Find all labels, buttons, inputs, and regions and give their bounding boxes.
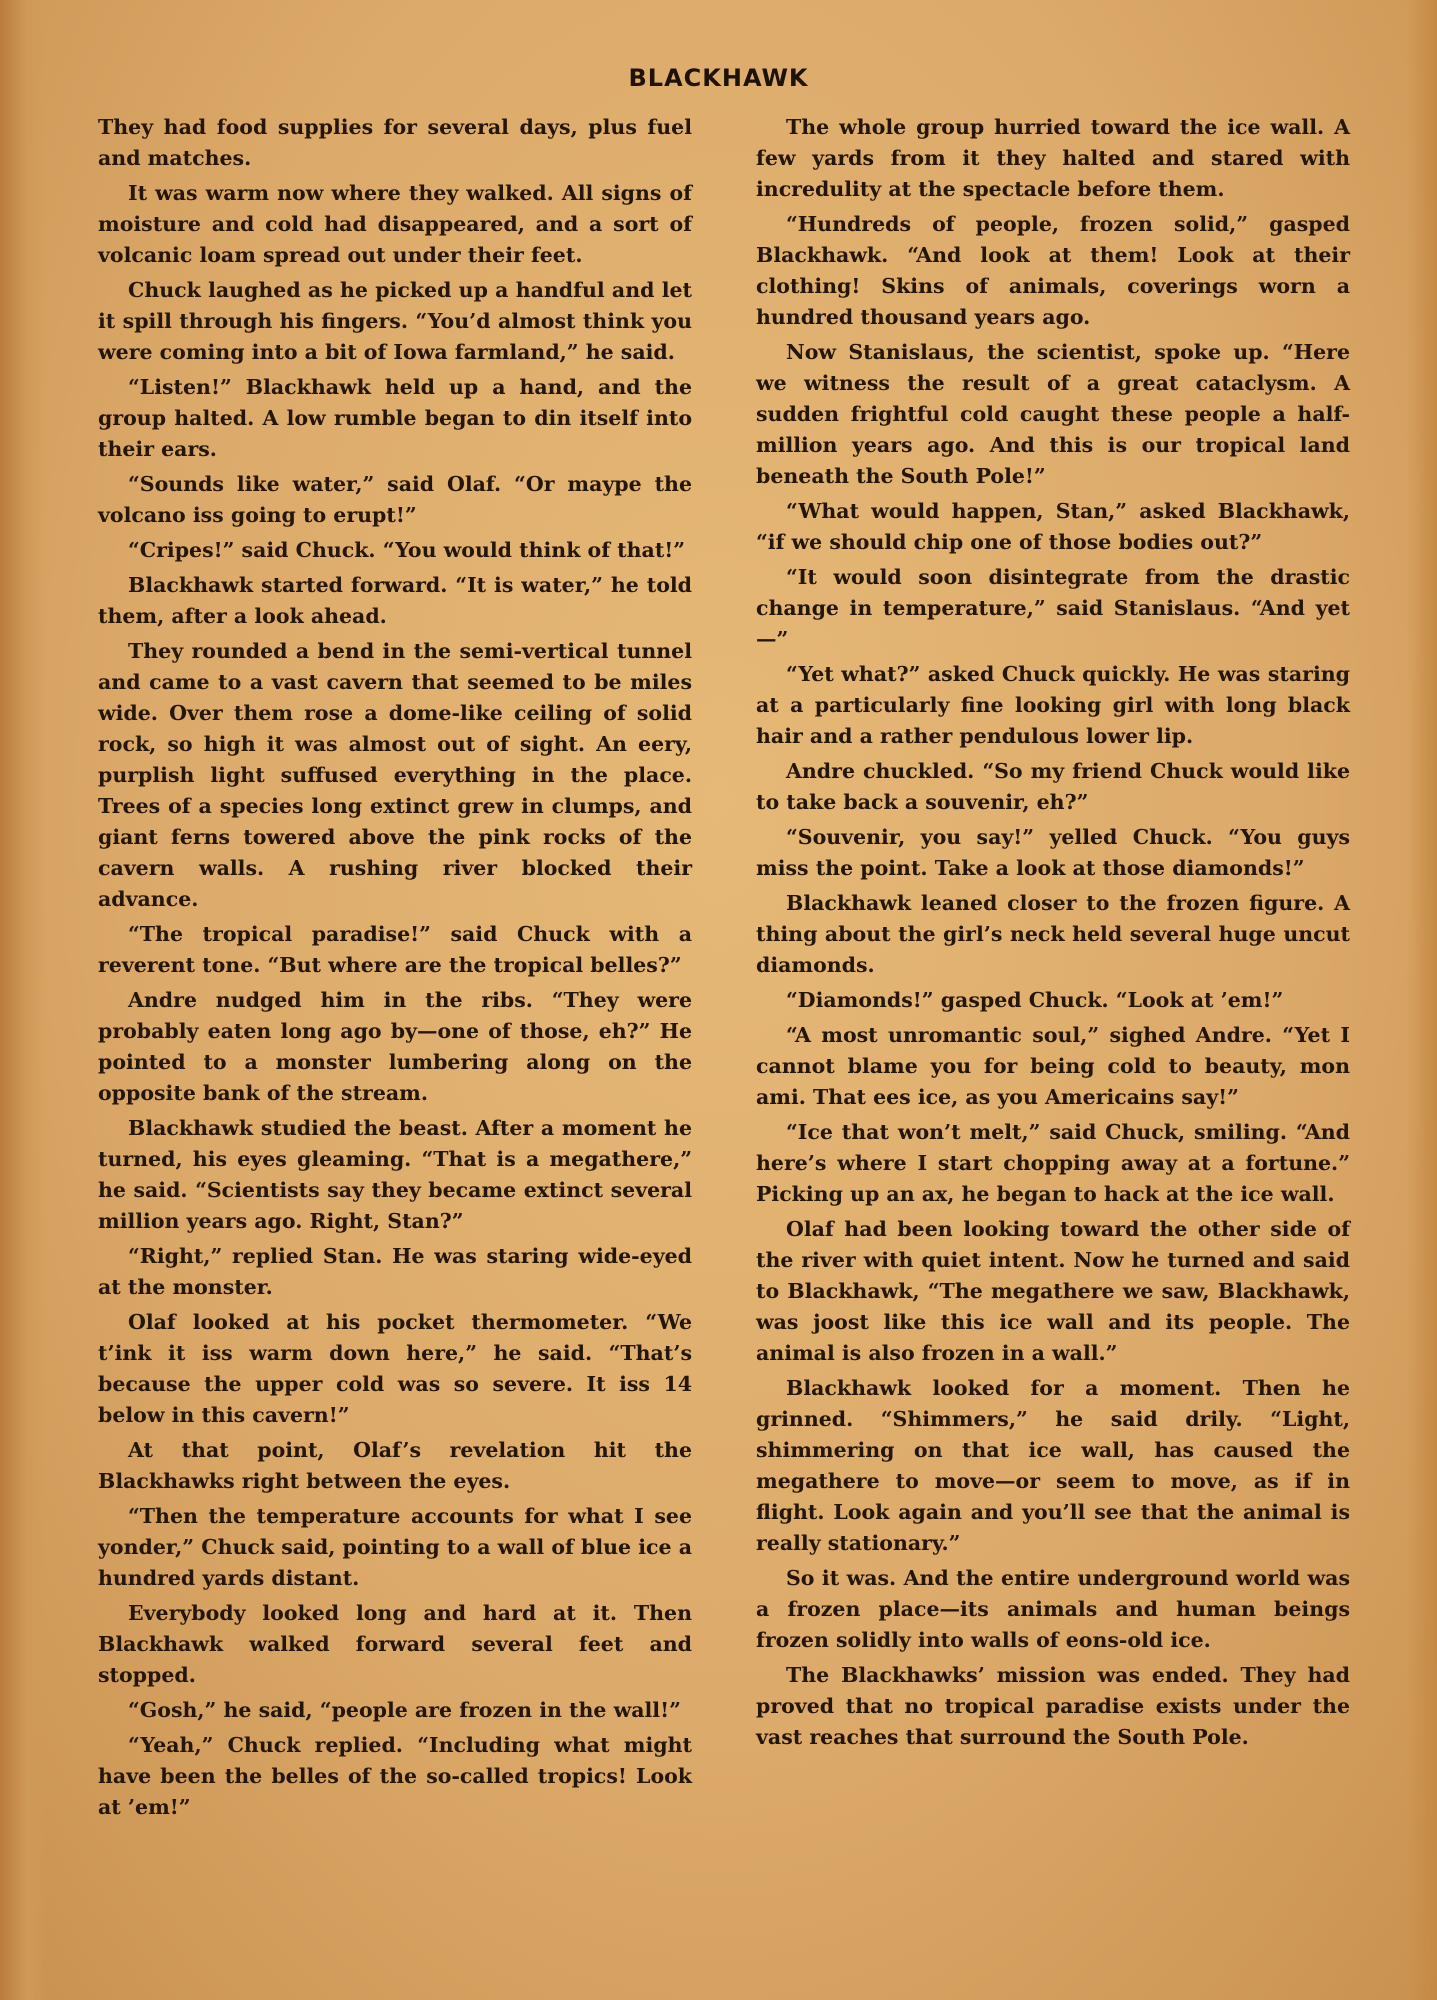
paragraph: “Yeah,” Chuck replied. “Including what might have been the belles of the so-called tropics! Look at ’em!” — [98, 1733, 692, 1819]
paragraph: “Ice that won’t melt,” said Chuck, smiling. “And here’s where I start chopping away at a fortune.” Picking up an ax, he began to hack at the ice wall. — [756, 1120, 1350, 1206]
page-header: BLACKHAWK — [628, 64, 809, 92]
paragraph: At that point, Olaf’s revelation hit the Blackhawks right between the eyes. — [98, 1438, 692, 1493]
paragraph: Blackhawk leaned closer to the frozen figure. A thing about the girl’s neck held several huge uncut diamonds. — [756, 891, 1350, 977]
paragraph: Now Stanislaus, the scientist, spoke up. “Here we witness the result of a great cataclysm. A sudden frightful cold caught these people a half-million years ago. And this is our tropical land beneath the South Pole!” — [756, 340, 1350, 488]
paragraph: “It would soon disintegrate from the drastic change in temperature,” said Stanislaus. “And yet—” — [756, 565, 1350, 651]
paragraph: They had food supplies for several days, plus fuel and matches. — [98, 115, 692, 170]
paragraph: They rounded a bend in the semi-vertical tunnel and came to a vast cavern that seemed to be miles wide. Over them rose a dome-like ceiling of solid rock, so high it was almost out of sight. An eery, purplish light suffused everything in the place. Trees of a species long extinct grew in clumps, and giant ferns towered above the pink rocks of the cavern walls. A rushing river blocked their advance. — [98, 639, 692, 911]
paragraph: Chuck laughed as he picked up a handful and let it spill through his fingers. “You’d almost think you were coming into a bit of Iowa farmland,” he said. — [98, 278, 692, 364]
paragraph: So it was. And the entire underground world was a frozen place—its animals and human beings frozen solidly into walls of eons-old ice. — [756, 1566, 1350, 1652]
paragraph: “What would happen, Stan,” asked Blackhawk, “if we should chip one of those bodies out?” — [756, 499, 1350, 554]
paragraph: “Right,” replied Stan. He was staring wide-eyed at the monster. — [98, 1244, 692, 1299]
right-column — [756, 112, 1350, 1757]
left-column — [98, 112, 692, 1827]
paragraph: “Diamonds!” gasped Chuck. “Look at ’em!” — [786, 988, 1284, 1012]
paragraph: “Sounds like water,” said Olaf. “Or maype the volcano iss going to erupt!” — [98, 472, 692, 527]
paragraph: “Souvenir, you say!” yelled Chuck. “You guys miss the point. Take a look at those diamonds!” — [756, 825, 1350, 880]
paragraph: “Cripes!” said Chuck. “You would think of that!” — [128, 538, 686, 562]
paragraph: Andre chuckled. “So my friend Chuck would like to take back a souvenir, eh?” — [756, 759, 1350, 814]
paragraph: “The tropical paradise!” said Chuck with a reverent tone. “But where are the tropical belles?” — [98, 922, 692, 977]
paragraph: Andre nudged him in the ribs. “They were probably eaten long ago by—one of those, eh?” He pointed to a monster lumbering along on the opposite bank of the stream. — [98, 988, 692, 1105]
paragraph: It was warm now where they walked. All signs of moisture and cold had disappeared, and a sort of volcanic loam spread out under their feet. — [98, 181, 692, 267]
paragraph: Blackhawk looked for a moment. Then he grinned. “Shimmers,” he said drily. “Light, shimmering on that ice wall, has caused the megathere to move—or seem to move, as if in flight. Look again and you’ll see that the animal is really stationary.” — [756, 1376, 1350, 1555]
paragraph: Everybody looked long and hard at it. Then Blackhawk walked forward several feet and stopped. — [98, 1601, 692, 1687]
paragraph: “Hundreds of people, frozen solid,” gasped Blackhawk. “And look at them! Look at their clothing! Skins of animals, coverings worn a hundred thousand years ago. — [756, 212, 1350, 329]
paragraph: “Then the temperature accounts for what I see yonder,” Chuck said, pointing to a wall of blue ice a hundred yards distant. — [98, 1504, 692, 1590]
paragraph: Blackhawk started forward. “It is water,” he told them, after a look ahead. — [98, 573, 692, 628]
paragraph: Olaf had been looking toward the other side of the river with quiet intent. Now he turned and said to Blackhawk, “The megathere we saw, Blackhawk, was joost like this ice wall and its people. The animal is also frozen in a wall.” — [756, 1217, 1350, 1365]
paragraph: “Gosh,” he said, “people are frozen in the wall!” — [128, 1698, 681, 1722]
paragraph: The whole group hurried toward the ice wall. A few yards from it they halted and stared with incredulity at the spectacle before them. — [756, 115, 1350, 201]
paragraph: “Yet what?” asked Chuck quickly. He was staring at a particularly fine looking girl with long black hair and a rather pendulous lower lip. — [756, 662, 1350, 748]
paragraph: Blackhawk studied the beast. After a moment he turned, his eyes gleaming. “That is a megathere,” he said. “Scientists say they became extinct several million years ago. Right, Stan?” — [98, 1116, 692, 1233]
paragraph: “Listen!” Blackhawk held up a hand, and the group halted. A low rumble began to din itself into their ears. — [98, 375, 692, 461]
paragraph: “A most unromantic soul,” sighed Andre. “Yet I cannot blame you for being cold to beauty, mon ami. That ees ice, as you Americains say!” — [756, 1023, 1350, 1109]
paragraph: Olaf looked at his pocket thermometer. “We t’ink it iss warm down here,” he said. “That’s because the upper cold was so severe. It iss 14 below in this cavern!” — [98, 1310, 692, 1427]
paragraph: The Blackhawks’ mission was ended. They had proved that no tropical paradise exists under the vast reaches that surround the South Pole. — [756, 1663, 1350, 1749]
